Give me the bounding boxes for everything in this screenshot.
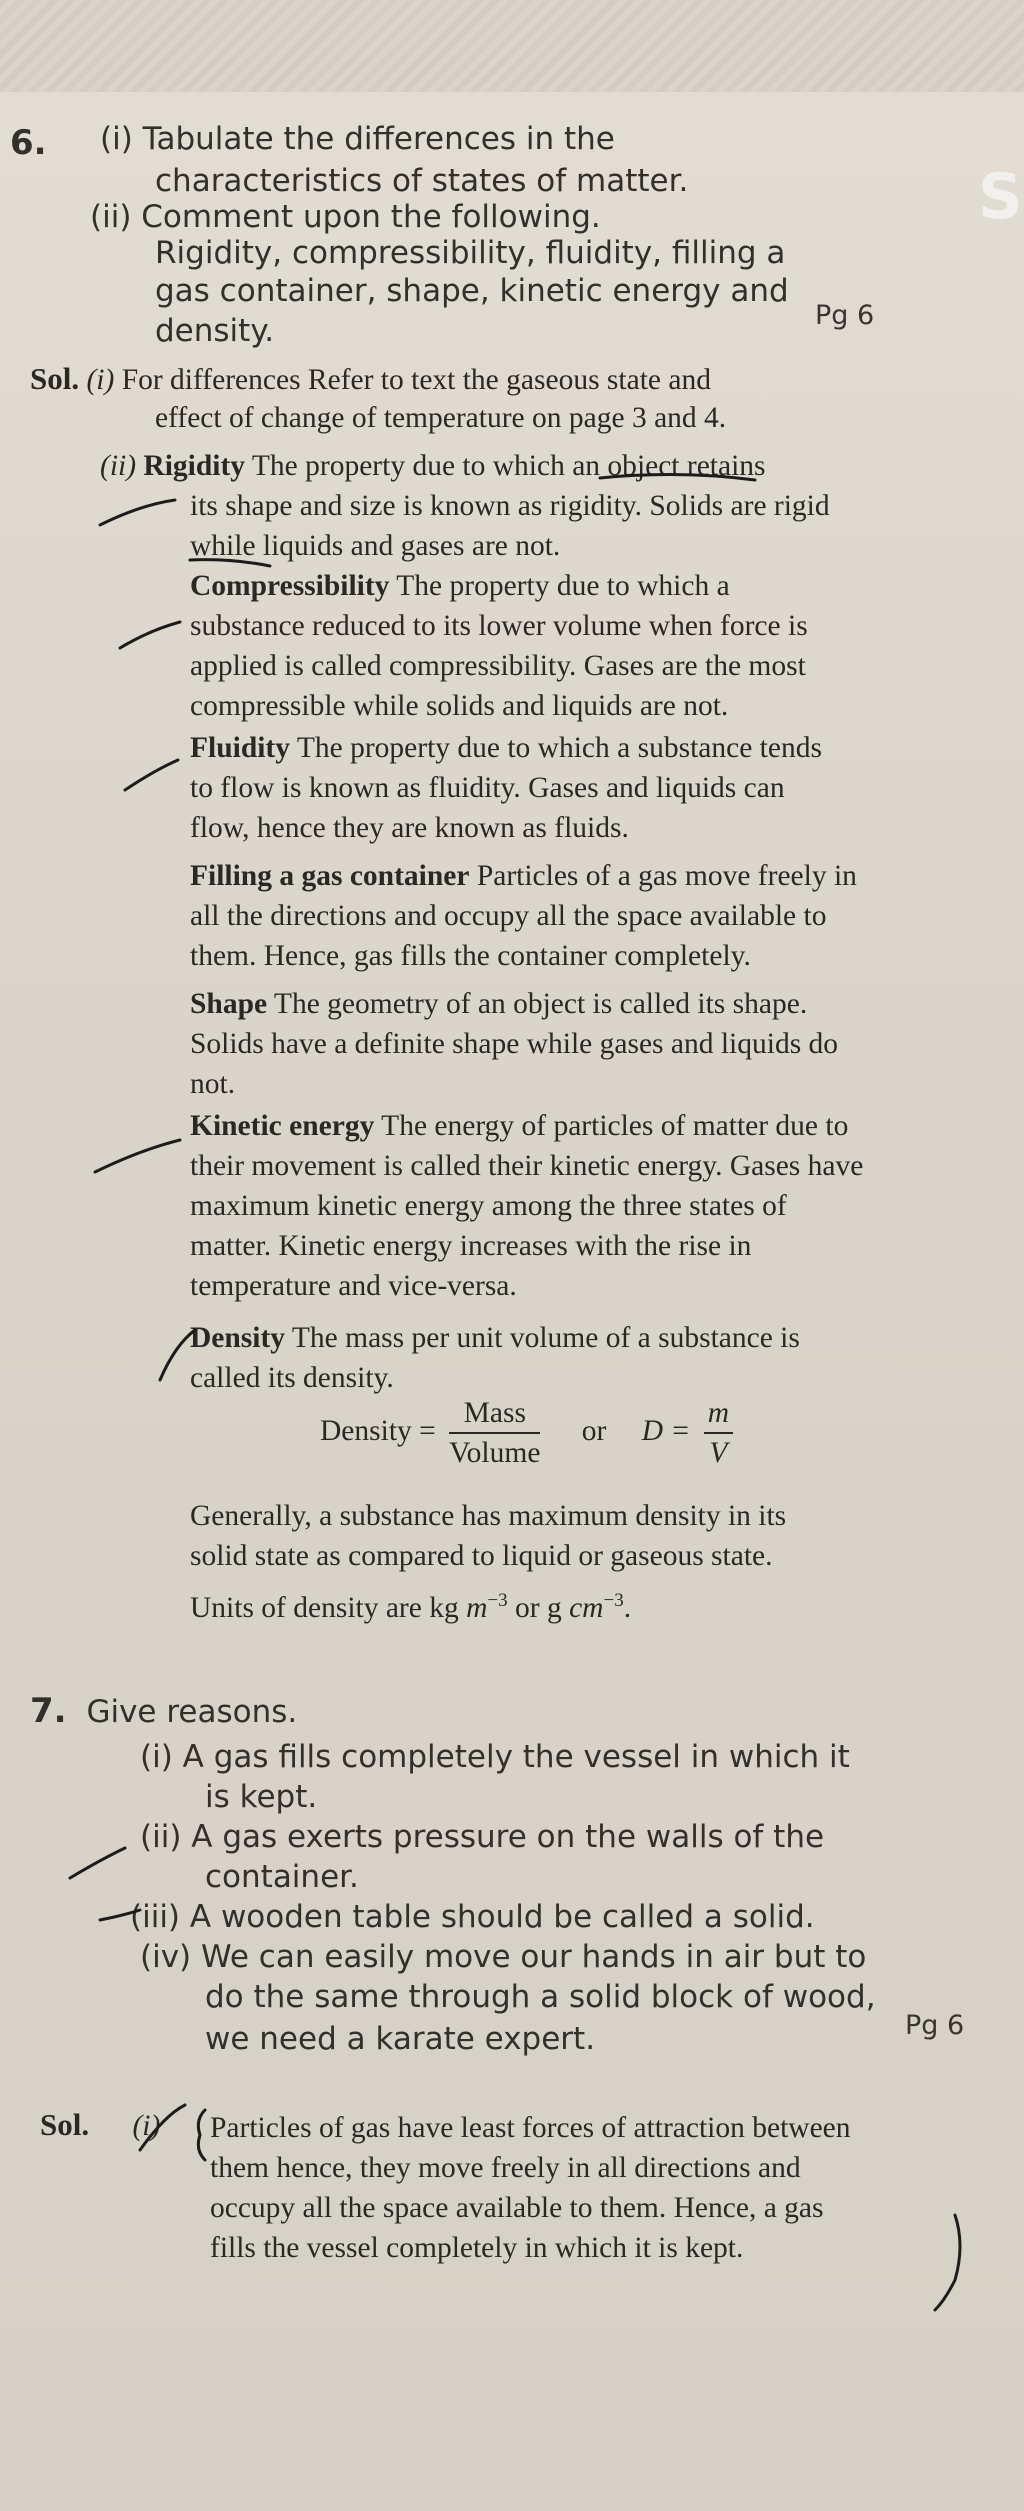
q7-part-ii: (ii) A gas exerts pressure on the walls of the xyxy=(140,1819,825,1855)
question-7: 7. Give reasons. xyxy=(30,1691,298,1731)
q7-part-i: (i) A gas fills completely the vessel in which it xyxy=(140,1739,850,1775)
mass-over-volume: $\frac{\text{Mass}}{\text{Volume}}$ xyxy=(449,1394,540,1472)
question-number: 6. xyxy=(10,123,47,163)
sol6-filling: Filling a gas container Particles of a gas move freely in xyxy=(190,860,857,892)
q6-part-ii-l4: density. xyxy=(155,313,275,349)
q7-part-iv: (iv) We can easily move our hands in air but to xyxy=(140,1939,867,1975)
sol7-line: them hence, they move freely in all directions and xyxy=(210,2152,801,2184)
sol6-fluidity: Fluidity The property due to which a substance tends xyxy=(190,732,822,764)
sol7-line: occupy all the space available to them. Hence, a gas xyxy=(210,2192,824,2224)
q7-part-iii: (iii) A wooden table should be called a solid. xyxy=(130,1899,815,1935)
sol6-shape: Shape The geometry of an object is called its shape. xyxy=(190,988,808,1020)
edge-mark-icon: S xyxy=(978,160,1023,233)
density-formula: Density = $\frac{\text{Mass}}{\text{Volume}}$ or D = $\frac{m}{V}$ xyxy=(320,1394,739,1472)
pen-tick-mark xyxy=(140,2105,185,2150)
textbook-page: 6. (i) Tabulate the differences in the characteristics of states of matter. (ii) Comment upon the following. Rigidity, compressibility, fluidity, filling a gas container, shape, kinetic energy and density. Pg 6 S Sol. (i) For differences Refer to text the gaseous state and effect of change of temperature on page 3 and 4. (ii) Rigidity The property due to which an object retains its shape and size is known as rigidity. Solids are rigid while liquids and gases are not. Compressibility The property due to which a substance reduced to its lower volume when force is applied is called compressibility. Gases are the most compressible while solids and liquids are not. Fluidity The property due to which a substance tends to flow is known as fluidity. Gases and liquids can flow, hence they are known as fluids. Filling a gas container Particles of a gas move freely in all the directions and occupy all the space available to them. Hence, gas fills the container completely. Shape The geometry of an object is called its shape. Solids have a definite shape while gases and liquids do not. Kinetic energy The energy of particles of matter due to their movement is called their kinetic energy. Gases have maximum kinetic energy among the three states of matter. Kinetic energy increases with the rise in temperature and vice-versa. Density The mass per unit volume of a substance is called its density. Density = $\frac{\text{Mass}}{\text{Volume}}$ or D = $\frac{m}{V}$ Generally, a substance has maximum density in its solid state as compared to liquid or gaseous state. Units of density are kg $m^{-3}$ or g $cm^{-3}$. 7. Give reasons. (i) A gas fills completely the vessel in which it is kept. (ii) A gas exerts pressure on the walls of the container. (iii) A wooden table should be called a solid. (iv) We can easily move our hands in air but to do the same through a solid block of wood, we need a karate expert. Pg 6 Sol. (i) Particles of gas have least forces of attraction between them hence, they move freely in all directions and occupy all the space available to them. Hence, a gas fills the vessel completely in which it is kept. xyxy=(0,0,1024,2511)
pen-tick-mark xyxy=(120,622,180,648)
pen-tick-mark xyxy=(100,500,175,525)
sol6-units: Units of density are kg $m^{-3}$ or g $cm^{-3}$. xyxy=(190,1590,632,1624)
page-reference: Pg 6 xyxy=(815,300,875,331)
sol6-generally: Generally, a substance has maximum density in its xyxy=(190,1500,787,1532)
sol6-rigidity: (ii) Rigidity The property due to which an object retains xyxy=(100,450,766,482)
q6-part-i-cont: characteristics of states of matter. xyxy=(155,163,689,199)
sol6-i-cont: effect of change of temperature on page 3 and 4. xyxy=(155,402,727,434)
q6-part-ii-l2: Rigidity, compressibility, fluidity, filling a xyxy=(155,235,786,271)
q6-part-ii-l3: gas container, shape, kinetic energy and xyxy=(155,273,789,309)
pen-bracket xyxy=(935,2215,960,2310)
sol7: Sol. (i) xyxy=(40,2107,161,2142)
sol6-kinetic-energy: Kinetic energy The energy of particles of matter due to xyxy=(190,1110,849,1142)
sol7-line: Particles of gas have least forces of attraction between xyxy=(210,2112,851,2144)
m-over-v: $\frac{m}{V}$ xyxy=(704,1394,733,1472)
sol6-compressibility: Compressibility The property due to which a xyxy=(190,570,730,602)
page-reference: Pg 6 xyxy=(905,2010,965,2041)
pen-tick-mark xyxy=(160,1330,195,1380)
sol7-line: fills the vessel completely in which it is kept. xyxy=(210,2232,744,2264)
sol6-i: Sol. (i) For differences Refer to text the gaseous state and xyxy=(30,361,711,396)
pen-marks xyxy=(70,474,960,2310)
pen-tick-mark xyxy=(125,760,178,790)
pen-tick-mark xyxy=(100,1910,140,1920)
pen-brace xyxy=(198,2110,205,2160)
q6-part-i: (i) Tabulate the differences in the xyxy=(100,121,615,157)
pen-underline xyxy=(600,474,755,480)
pen-underline xyxy=(190,560,270,566)
pen-tick-mark xyxy=(95,1140,180,1172)
pen-tick-mark xyxy=(70,1848,125,1878)
q6-part-ii: (ii) Comment upon the following. xyxy=(90,199,601,235)
sol6-density: Density The mass per unit volume of a substance is xyxy=(190,1322,800,1354)
